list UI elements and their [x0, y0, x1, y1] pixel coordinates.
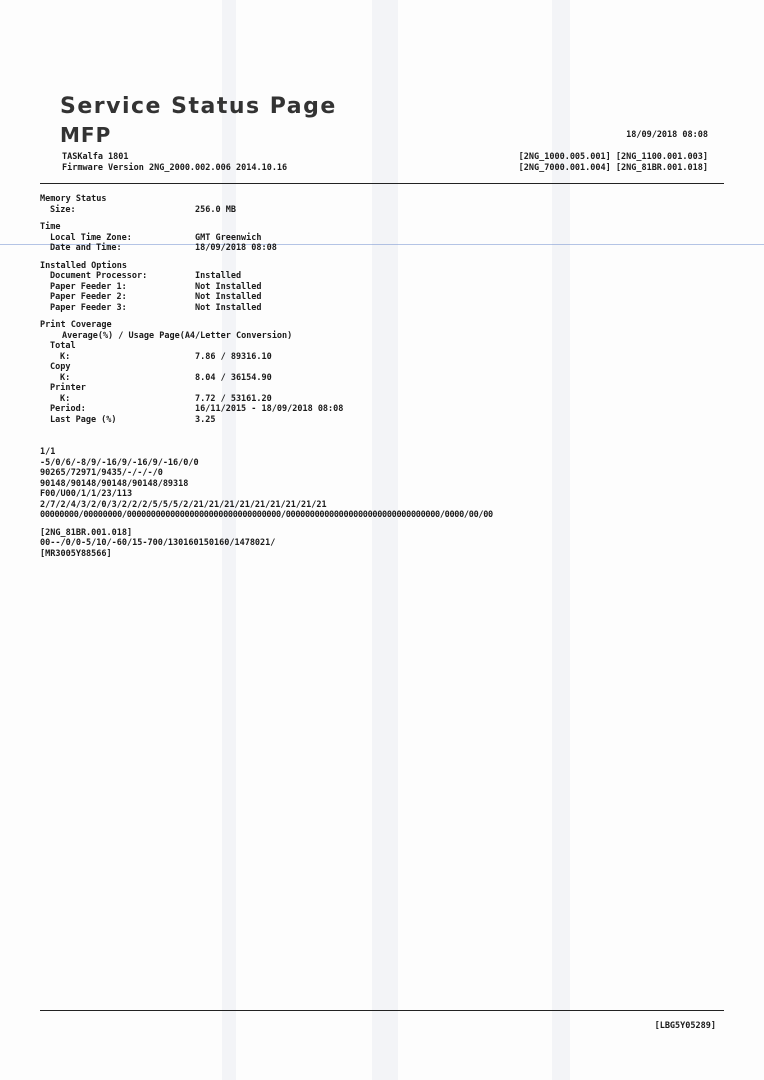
coverage-printer-label: Printer: [50, 383, 86, 393]
coverage-last-page-value: 3.25: [195, 414, 216, 425]
coverage-last-page-label: Last Page (%): [50, 414, 117, 425]
code-line: F00/U00/1/1/23/113: [40, 489, 133, 499]
timezone-value: GMT Greenwich: [195, 232, 262, 243]
coverage-period-label: Period:: [50, 404, 86, 414]
option-label: Document Processor:: [50, 271, 148, 281]
options-heading: Installed Options: [40, 260, 127, 271]
print-datetime: 18/09/2018 08:08: [626, 130, 708, 140]
coverage-total-k-label: K:: [60, 351, 71, 362]
memory-heading: Memory Status: [40, 194, 107, 204]
option-label: Paper Feeder 1:: [50, 281, 127, 292]
code-line: 1/1: [40, 447, 56, 457]
option-value: Not Installed: [195, 302, 262, 313]
code-line: 90148/90148/90148/90148/89318: [40, 478, 189, 489]
coverage-printer-k-value: 7.72 / 53161.20: [195, 393, 272, 404]
coverage-total-k-value: 7.86 / 89316.10: [195, 351, 272, 362]
model-name: TASKalfa 1801: [62, 152, 129, 162]
coverage-copy-label: Copy: [50, 362, 71, 372]
coverage-printer-k-label: K:: [60, 393, 71, 404]
option-label: Paper Feeder 3:: [50, 302, 127, 313]
versions-line-2: [2NG_7000.001.004] [2NG_81BR.001.018]: [518, 163, 708, 173]
code-line: [2NG_81BR.001.018]: [40, 527, 133, 538]
page-subtitle: MFP: [60, 123, 112, 147]
timezone-label: Local Time Zone:: [50, 232, 132, 243]
footer-divider: [40, 1010, 724, 1011]
datetime-value: 18/09/2018 08:08: [195, 243, 277, 253]
memory-size-value: 256.0 MB: [195, 204, 236, 215]
option-label: Paper Feeder 2:: [50, 292, 127, 302]
option-value: Installed: [195, 271, 242, 281]
code-line: 00000000/00000000/00000000000000000000000000000000/00000000000000000000000000000000/0000/00/00: [40, 510, 493, 520]
coverage-subheading: Average(%) / Usage Page(A4/Letter Conversion): [62, 330, 293, 341]
status-body: [40, 194, 730, 559]
versions-line-1: [2NG_1000.005.001] [2NG_1100.001.003]: [518, 152, 708, 162]
time-heading: Time: [40, 222, 61, 232]
coverage-period-value: 16/11/2015 - 18/09/2018 08:08: [195, 404, 344, 414]
code-line: 00--/0/0-5/10/-60/15-700/130160150160/1478021/: [40, 538, 276, 548]
coverage-total-label: Total: [50, 341, 76, 351]
firmware-version: Firmware Version 2NG_2000.002.006 2014.10.16: [62, 163, 288, 173]
header-divider: [40, 183, 724, 184]
code-line: 90265/72971/9435/-/-/-/0: [40, 468, 163, 478]
datetime-label: Date and Time:: [50, 243, 122, 253]
option-value: Not Installed: [195, 281, 262, 292]
code-line: 2/7/2/4/3/2/0/3/2/2/2/5/5/5/2/21/21/21/21/21/21/21/21/21: [40, 499, 327, 510]
coverage-heading: Print Coverage: [40, 320, 112, 330]
coverage-copy-k-label: K:: [60, 372, 71, 383]
page-title: Service Status Page: [60, 94, 337, 119]
serial-number: [MR3005Y88566]: [40, 548, 112, 559]
memory-size-label: Size:: [50, 204, 76, 215]
option-value: Not Installed: [195, 292, 262, 302]
code-line: -5/0/6/-8/9/-16/9/-16/9/-16/0/0: [40, 457, 199, 468]
footer-id: [LBG5Y05289]: [654, 1021, 716, 1031]
coverage-copy-k-value: 8.04 / 36154.90: [195, 372, 272, 383]
